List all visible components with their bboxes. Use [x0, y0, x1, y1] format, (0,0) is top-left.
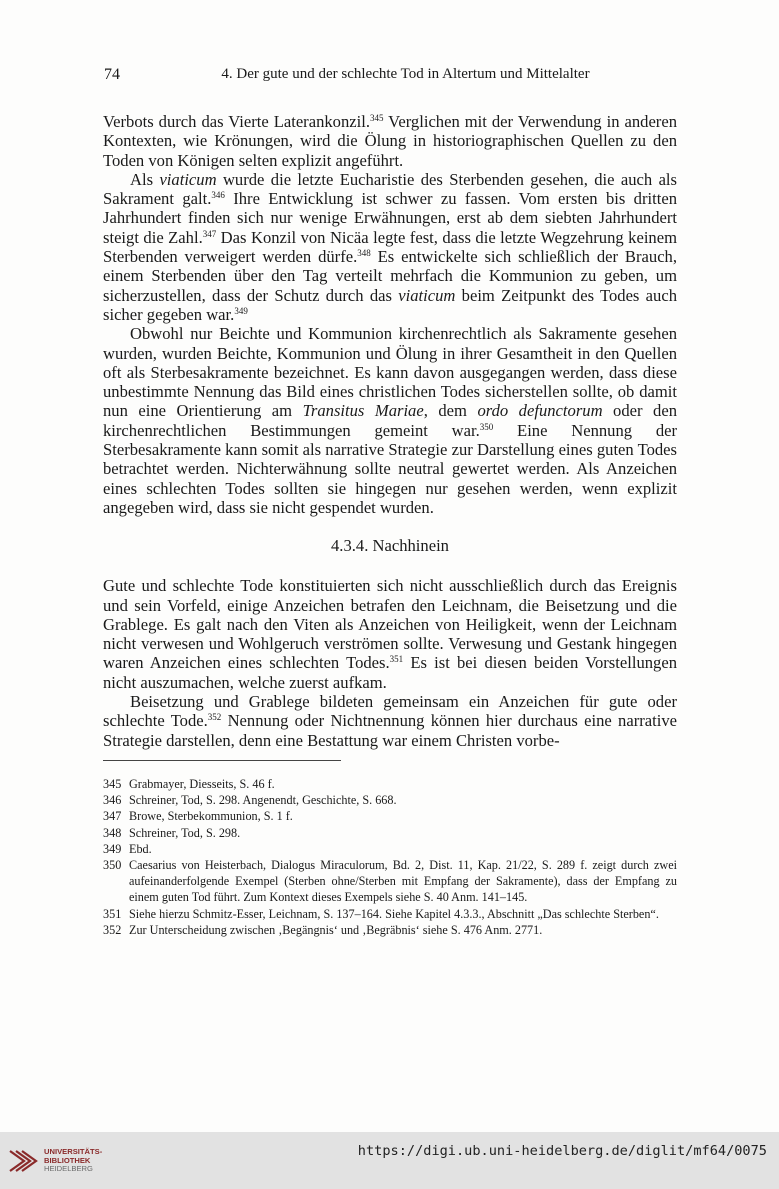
text-run: Es ist bei diesen beiden Vorstellungen nicht auszumachen, welche zuerst aufkam. [103, 653, 677, 692]
footnote-number: 348 [103, 825, 122, 840]
footnote-ref: 345 [370, 113, 384, 123]
footnote-ref: 352 [207, 712, 222, 723]
footnote-text: Siehe hierzu Schmitz-Esser, Leichnam, S. 137–164. Siehe Kapitel 4.3.3., Abschnitt „Das schlechte Sterben“. [129, 906, 659, 921]
footnote-text: Schreiner, Tod, S. 298. Angenendt, Geschichte, S. 668. [129, 793, 397, 808]
footnote-number: 347 [103, 809, 122, 824]
library-name[interactable] [44, 1148, 102, 1174]
text-run: Gute und schlechte Tode konstituierten sich nicht ausschließlich durch das Ereignis und sein Vorfeld, einige Anzeichen betrafen den Leichnam, die Beisetzung und die Grablege. Es galt nach den Viten als Anzeichen von Heiligkeit, wenn der Leichnam nicht verwesen und Wohlgeruch verströmen sollte. Verwesung und Gestank hingegen waren Anzeichen eines schlechten Todes. [103, 576, 677, 673]
paragraph [103, 692, 677, 750]
footnote-text: Browe, Sterbekommunion, S. 1 f. [129, 809, 293, 824]
text-run: Es entwickelte sich schließlich der Brauch, einem Sterbenden über den Tag verteilt mehrfach die Kommunion zu geben, um sicherzustellen, dass der Schutz durch das [103, 247, 677, 305]
text-run: Beisetzung und Grablege bildeten gemeinsam ein Anzeichen für gute oder schlechte Tode. [103, 692, 677, 731]
footnote-text: Grabmayer, Diesseits, S. 46 f. [129, 777, 275, 791]
text-run: Ihre Entwicklung ist schwer zu fassen. Vom ersten bis dritten Jahrhundert finden sich nur wenige Erwähnungen, erst ab dem siebten Jahrhundert steigt die Zahl. [103, 189, 678, 247]
footnote-number: 346 [103, 793, 122, 808]
text-run: Eine Nennung der Sterbesakramente kann somit als narrative Strategie zur Darstellung eines guten Todes betrachtet werden. Nichterwähnung sollte neutral gewertet werden. Als Anzeichen eines schlechten Todes sollten sie hingegen nur gesehen werden, wenn explizit angegeben wird, dass sie nicht gespendet wurden. [103, 420, 678, 517]
paragraph [103, 324, 677, 517]
footnote-ref: 351 [389, 654, 404, 665]
footnote-ref: 350 [479, 421, 494, 432]
main-text [103, 112, 677, 750]
running-title: 4. Der gute und der schlechte Tod in Altertum und Mittelalter [221, 66, 590, 82]
library-name-line: HEIDELBERG [44, 1164, 93, 1174]
footnote-text: Zur Unterscheidung zwischen ‚Begängnis‘ und ‚Begräbnis‘ siehe S. 476 Anm. 2771. [129, 922, 543, 937]
footnote [103, 857, 677, 906]
text-run: , dem [423, 401, 478, 421]
library-name-line: UNIVERSITÄTS- [44, 1147, 103, 1156]
text-run: Das Konzil von Nicäa legte fest, dass die letzte Wegzehrung keinem Sterbenden verweigert werden dürfe. [103, 227, 678, 267]
text-run: oder den kirchenrechtlichen Bestimmungen gemeint war. [103, 401, 677, 440]
footnote-divider [103, 760, 341, 761]
permalink-url[interactable]: https://digi.ub.uni-heidelberg.de/diglit/mf64/0075 [357, 1143, 767, 1159]
footnote-ref: 348 [357, 248, 371, 259]
footnote [103, 906, 677, 922]
footnotes [103, 776, 677, 938]
text-run: beim Zeitpunkt des Todes auch sicher gegeben war. [103, 285, 677, 324]
footnote-number: 351 [103, 906, 122, 921]
italic-term: ordo defunctorum [477, 401, 603, 421]
viewer-footer [0, 1132, 779, 1189]
footnote [103, 922, 677, 938]
footnote-text: Caesarius von Heisterbach, Dialogus Miraculorum, Bd. 2, Dist. 11, Kap. 21/22, S. 289 f. zeigt durch zwei aufeinanderfolgende Exempel (Sterben ohne/Sterben mit Empfang der Sakramente), dass der Empfang zu einem guten Tod führt. Zum Kontext dieses Exempels siehe S. 40 Anm. 141–145. [129, 858, 677, 905]
page-number: 74 [104, 66, 120, 83]
footnote-ref: 349 [234, 305, 248, 316]
footnote-number: 350 [103, 858, 122, 873]
footnote-number: 352 [103, 922, 122, 937]
footnote-ref: 347 [202, 228, 217, 239]
section-heading: 4.3.4. Nachhinein [331, 536, 449, 556]
footnote-number: 349 [103, 841, 122, 856]
paragraph [103, 112, 677, 170]
footnote-text: Ebd. [129, 841, 152, 856]
italic-term: viaticum [398, 285, 456, 305]
text-run: Verglichen mit der Verwendung in anderen Kontexten, wie Krönungen, wird die Ölung in historiographischen Quellen zu den Toden von Königen selten explizit angeführt. [103, 112, 677, 170]
footnote-text: Schreiner, Tod, S. 298. [129, 825, 241, 840]
footnote [103, 792, 677, 808]
italic-term: viaticum [159, 169, 217, 189]
footnote [103, 825, 677, 841]
italic-term: Transitus Mariae [302, 401, 424, 421]
footnote [103, 776, 677, 792]
footnote [103, 841, 677, 857]
footnote-number: 345 [103, 777, 122, 791]
page-header [104, 66, 677, 88]
footnote-ref: 346 [211, 190, 225, 201]
paragraph [103, 170, 677, 324]
text-run: Verbots durch das Vierte Laterankonzil. [103, 112, 370, 131]
library-name-line: BIBLIOTHEK [44, 1155, 91, 1165]
text-run: wurde die letzte Eucharistie des Sterbenden gesehen, die auch als Sakrament galt. [103, 169, 678, 209]
footnote [103, 808, 677, 824]
text-run: Nennung oder Nichtnennung können hier durchaus eine narrative Strategie darstellen, denn eine Bestattung war einem Christen vorbe- [103, 711, 677, 750]
text-run: Als [130, 169, 160, 189]
text-run: Obwohl nur Beichte und Kommunion kirchenrechtlich als Sakramente gesehen wurden, wurden Beichte, Kommunion und Ölung in ihrer Gesamtheit in den Quellen oft als Sterbesakramente bezeichnet. Es kann davon ausgegangen werden, dass diese unbestimmte Nennung das Bild eines christlichen Todes sicherstellen sollte, ob damit nun eine Orientierung am [103, 324, 677, 421]
paragraph [103, 576, 677, 692]
library-logo-icon[interactable] [6, 1143, 42, 1179]
